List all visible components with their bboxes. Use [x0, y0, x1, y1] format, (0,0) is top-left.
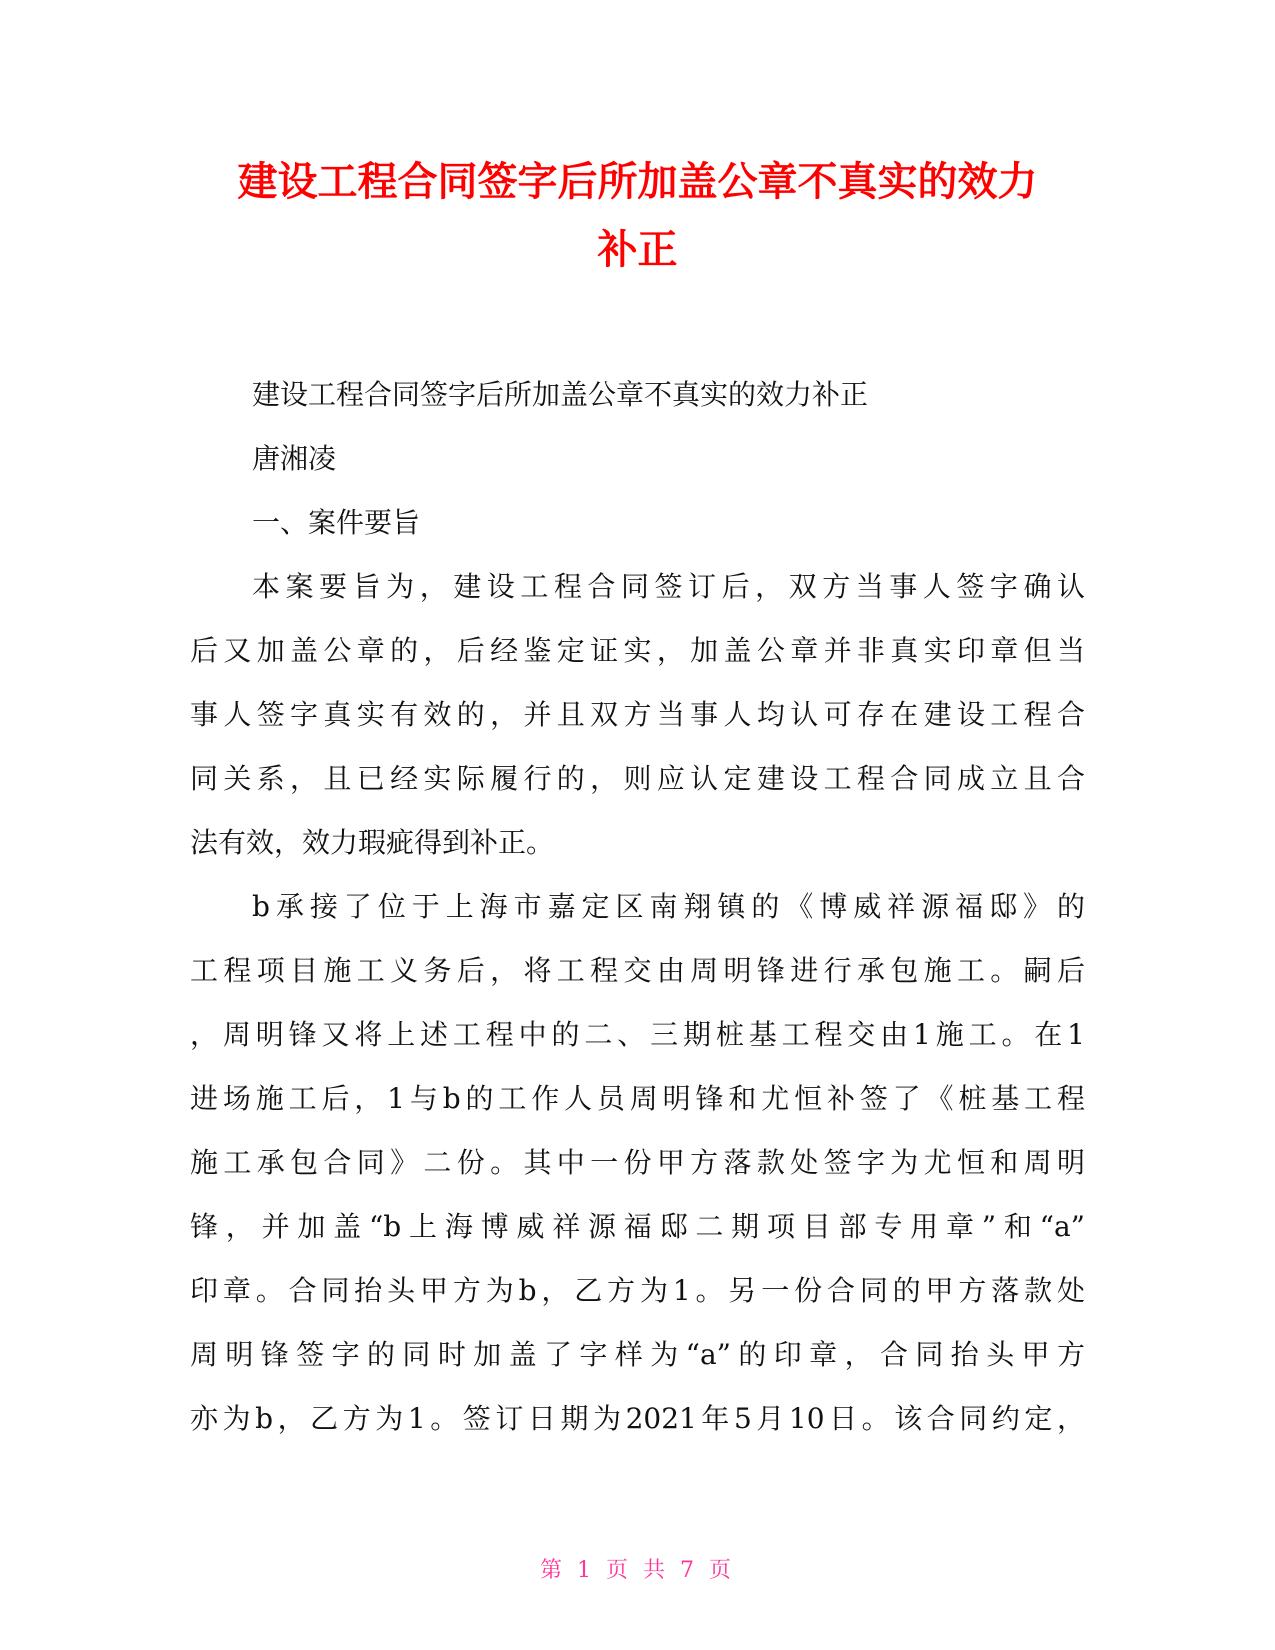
subtitle-line: 建设工程合同签字后所加盖公章不真实的效力补正	[252, 378, 869, 411]
paragraph-line: 进场施工后，1与b的工作人员周明锋和尤恒补签了《桩基工程	[190, 1082, 1085, 1115]
section-heading: 一、案件要旨	[252, 506, 421, 539]
paragraph-line: 事人签字真实有效的，并且双方当事人均认可存在建设工程合	[190, 698, 1085, 731]
paragraph-line: 印章。合同抬头甲方为b，乙方为1。另一份合同的甲方落款处	[190, 1274, 1085, 1307]
paragraph-line: 周明锋签字的同时加盖了字样为“a”的印章，合同抬头甲方	[190, 1338, 1085, 1371]
paragraph-line: 本案要旨为，建设工程合同签订后，双方当事人签字确认	[252, 570, 1085, 603]
paragraph-line: 法有效，效力瑕疵得到补正。	[190, 826, 555, 859]
paragraph-line: 亦为b，乙方为1。签订日期为2021年5月10日。该合同约定，	[190, 1402, 1085, 1435]
paragraph-line: 施工承包合同》二份。其中一份甲方落款处签字为尤恒和周明	[190, 1146, 1085, 1179]
title-line-2: 补正	[597, 227, 678, 273]
document-body	[190, 363, 1085, 1451]
paragraph-line: 工程项目施工义务后，将工程交由周明锋进行承包施工。嗣后	[190, 954, 1085, 987]
page-footer: 第 1 页 共 7 页	[540, 1558, 735, 1583]
paragraph-line: b承接了位于上海市嘉定区南翔镇的《博威祥源福邸》的	[252, 890, 1085, 923]
author-line: 唐湘凌	[252, 442, 337, 475]
paragraph-line: 同关系，且已经实际履行的，则应认定建设工程合同成立且合	[190, 762, 1085, 795]
document-title	[150, 148, 1125, 284]
paragraph-line: 锋，并加盖“b上海博威祥源福邸二期项目部专用章”和“a”	[190, 1210, 1085, 1243]
paragraph-line: 后又加盖公章的，后经鉴定证实，加盖公章并非真实印章但当	[190, 634, 1085, 667]
title-line-1: 建设工程合同签字后所加盖公章不真实的效力	[237, 159, 1038, 205]
paragraph-line: ，周明锋又将上述工程中的二、三期桩基工程交由1施工。在1	[190, 1018, 1085, 1051]
